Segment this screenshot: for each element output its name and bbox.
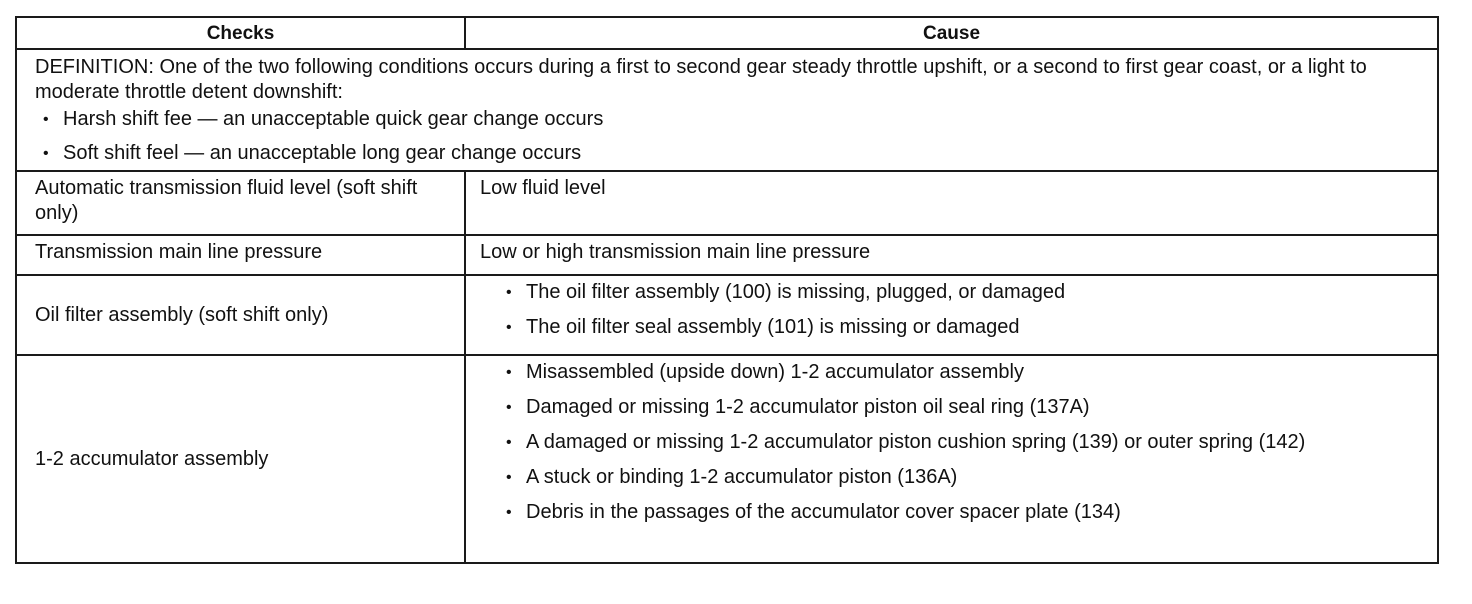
- cause-text: Misassembled (upside down) 1-2 accumulator assembly: [526, 361, 1024, 383]
- bullet-icon: •: [506, 469, 512, 486]
- table-row: [16, 275, 1438, 355]
- list-item: [480, 395, 1419, 420]
- definition-row: [16, 49, 1438, 171]
- definition-cell: [16, 49, 1438, 171]
- cause-list: [480, 360, 1419, 525]
- definition-text: DEFINITION: One of the two following conditions occurs during a first to second gear steady throttle upshift, or a second to first gear coast, or a light to moderate throttle detent downshift:: [35, 56, 1367, 103]
- check-cell: Automatic transmission fluid level (soft shift only): [16, 171, 465, 235]
- definition-bullet-harsh: [35, 107, 1423, 132]
- check-cell: Transmission main line pressure: [16, 235, 465, 275]
- bullet-icon: •: [506, 284, 512, 301]
- check-cell: Oil filter assembly (soft shift only): [16, 275, 465, 355]
- cause-cell: [465, 355, 1438, 563]
- cause-text: Damaged or missing 1-2 accumulator piston oil seal ring (137A): [526, 396, 1090, 418]
- definition-bullet-text: Soft shift feel — an unacceptable long gear change occurs: [63, 142, 582, 164]
- list-item: [480, 500, 1419, 525]
- cause-text: The oil filter seal assembly (101) is missing or damaged: [526, 316, 1020, 338]
- bullet-icon: •: [506, 504, 512, 521]
- list-item: [480, 465, 1419, 490]
- header-cause: Cause: [465, 17, 1438, 49]
- table-row: [16, 171, 1438, 235]
- bullet-icon: •: [506, 364, 512, 381]
- list-item: [480, 280, 1419, 305]
- header-row: [16, 17, 1438, 49]
- cause-cell: [465, 275, 1438, 355]
- cause-text: The oil filter assembly (100) is missing, plugged, or damaged: [526, 281, 1066, 303]
- bullet-icon: •: [506, 399, 512, 416]
- bullet-icon: •: [506, 319, 512, 336]
- list-item: [480, 315, 1419, 340]
- cause-cell: Low or high transmission main line pressure: [465, 235, 1438, 275]
- bullet-icon: •: [43, 111, 49, 128]
- cause-list: [480, 280, 1419, 340]
- bullet-icon: •: [43, 145, 49, 162]
- cause-text: Debris in the passages of the accumulator cover spacer plate (134): [526, 501, 1121, 523]
- definition-bullet-text: Harsh shift fee — an unacceptable quick gear change occurs: [63, 108, 604, 130]
- list-item: [480, 360, 1419, 385]
- cause-text: A damaged or missing 1-2 accumulator piston cushion spring (139) or outer spring (142): [526, 431, 1306, 453]
- bullet-icon: •: [506, 434, 512, 451]
- check-cell: 1-2 accumulator assembly: [16, 355, 465, 563]
- diagnosis-table: [15, 16, 1439, 564]
- table-row: [16, 235, 1438, 275]
- definition-bullet-soft: [35, 141, 1423, 166]
- cause-text: A stuck or binding 1-2 accumulator piston (136A): [526, 466, 958, 488]
- table-row: [16, 355, 1438, 563]
- cause-cell: Low fluid level: [465, 171, 1438, 235]
- list-item: [480, 430, 1419, 455]
- header-checks: Checks: [16, 17, 465, 49]
